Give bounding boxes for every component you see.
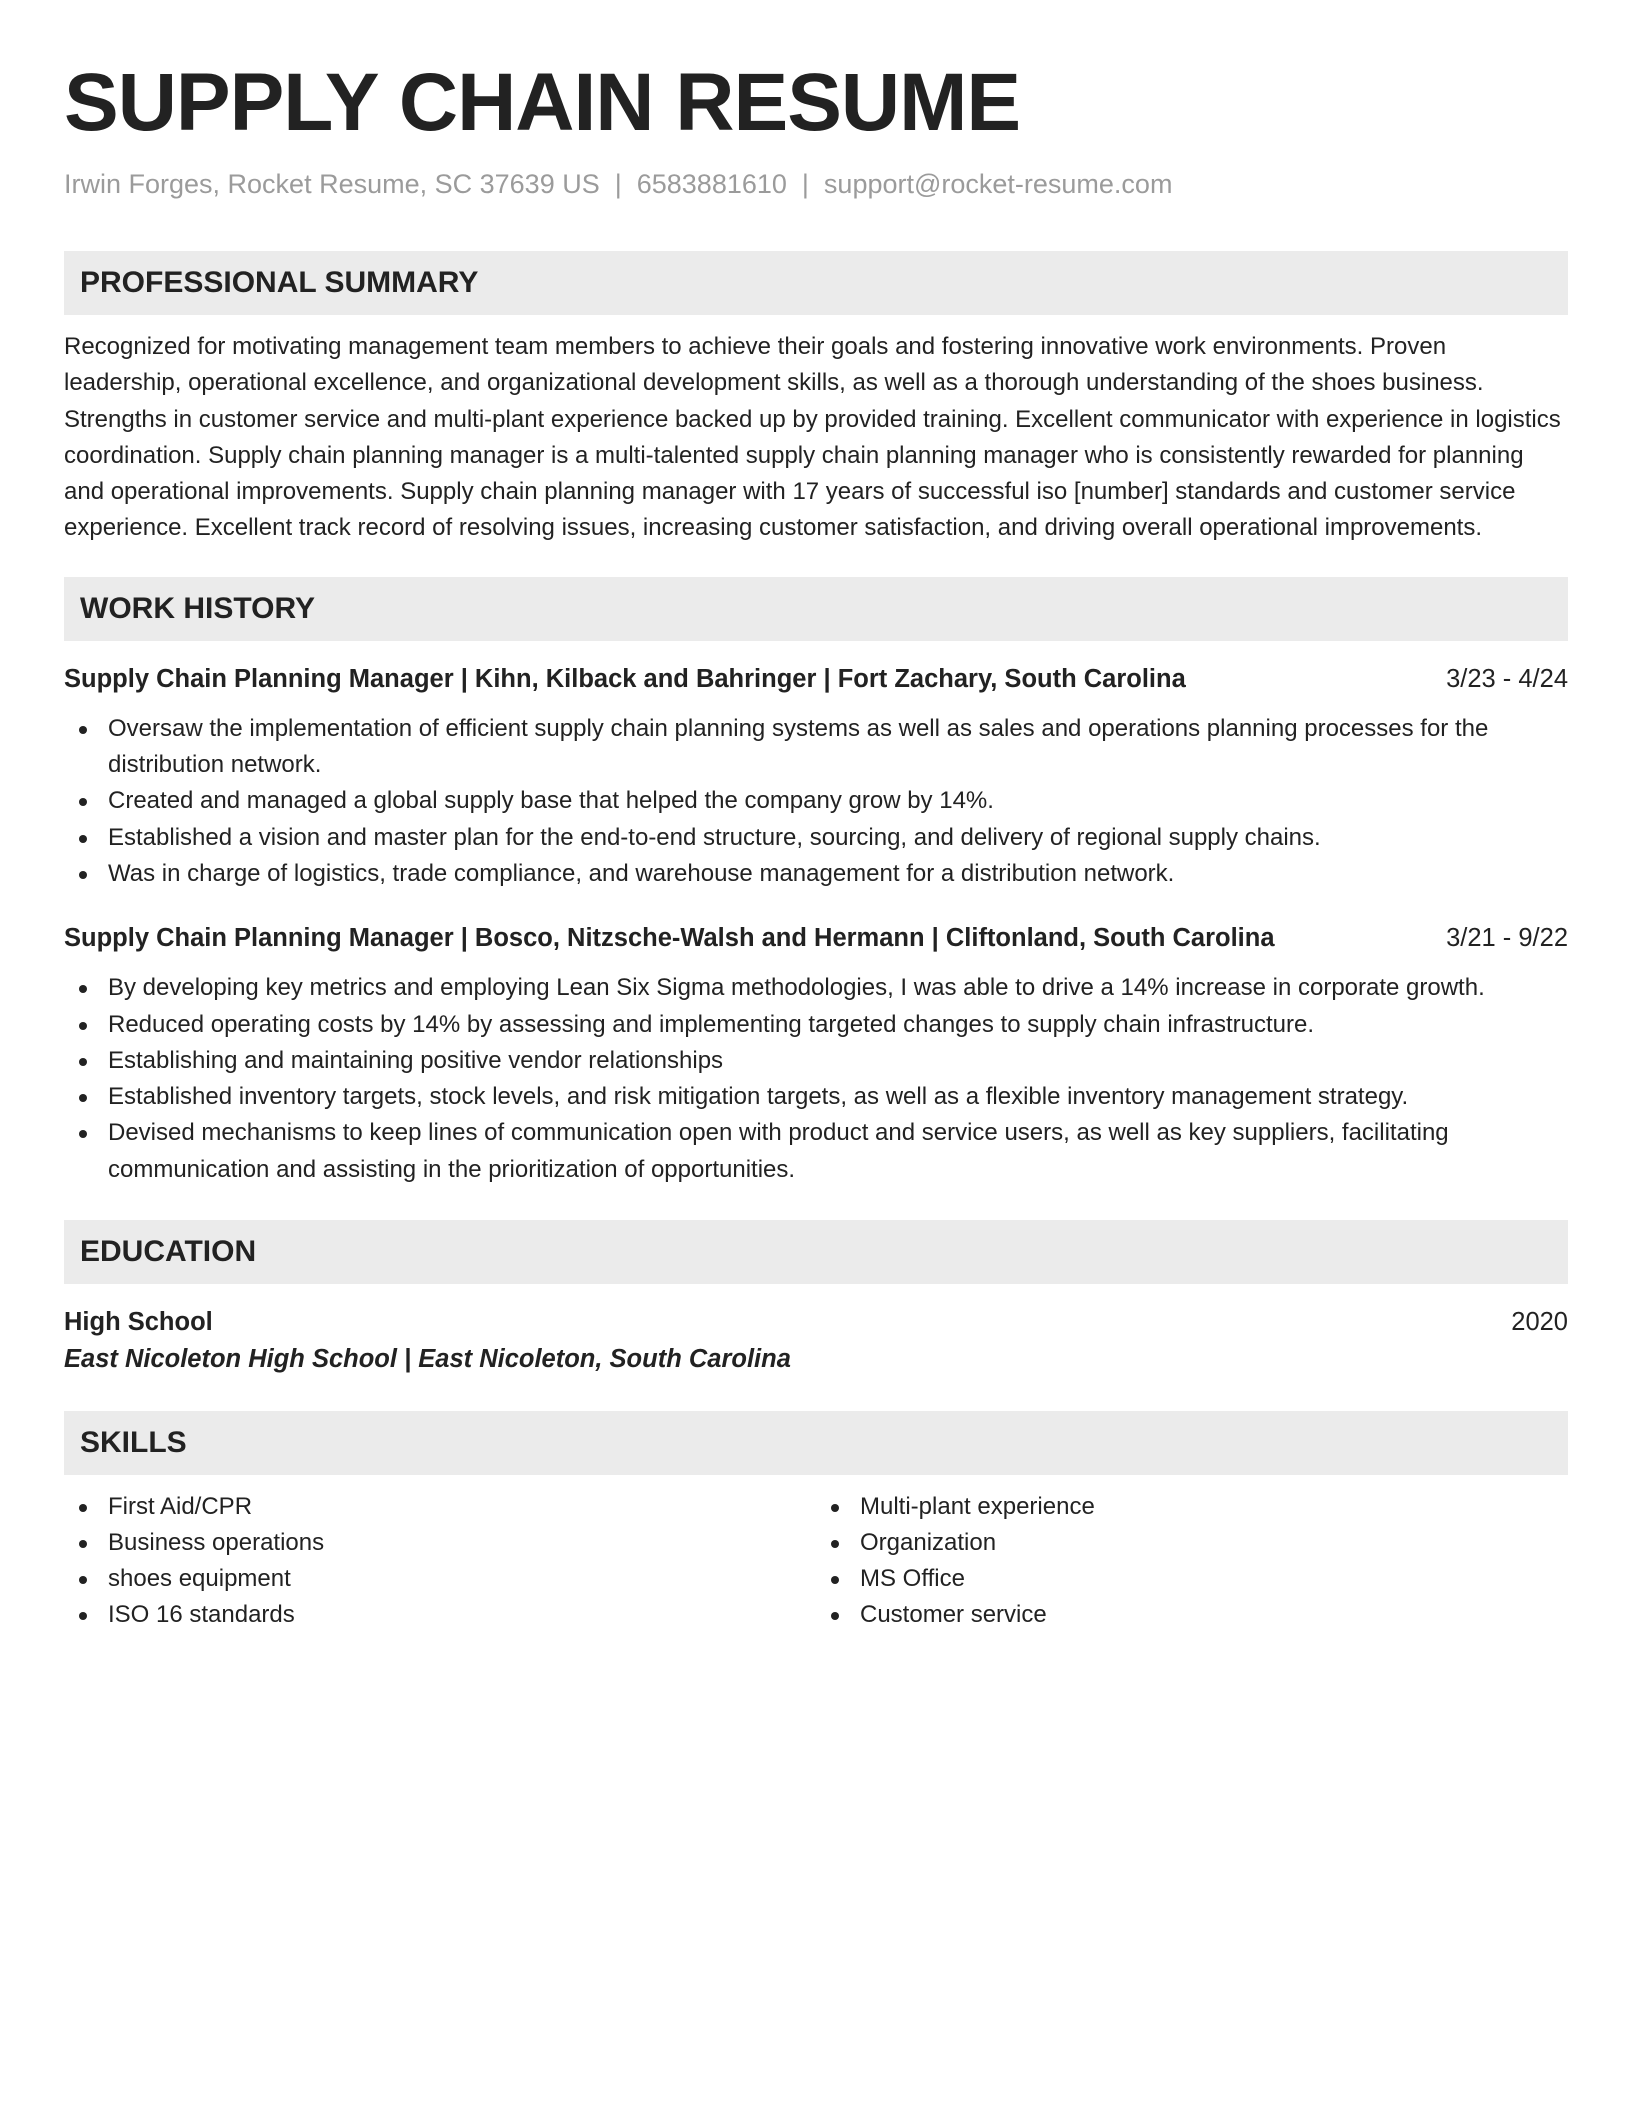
job-title: Supply Chain Planning Manager | Kihn, Kilback and Bahringer | Fort Zachary, South Carolina [64, 664, 1186, 693]
job-dates: 3/23 - 4/24 [1446, 664, 1568, 693]
job-bullet: Reduced operating costs by 14% by assessing and implementing targeted changes to supply chain infrastructure. [64, 1007, 1568, 1043]
job-bullet: Oversaw the implementation of efficient supply chain planning systems as well as sales and operations planning processes for the distribution network. [64, 711, 1568, 784]
education-school: East Nicoleton High School | East Nicoleton, South Carolina [64, 1345, 791, 1374]
job-bullet-list [64, 970, 1568, 1188]
contact-email: support@rocket-resume.com [823, 169, 1173, 199]
contact-phone: 6583881610 [636, 169, 787, 199]
job-bullet: By developing key metrics and employing Lean Six Sigma methodologies, I was able to drive a 14% increase in corporate growth. [64, 970, 1568, 1006]
education-year: 2020 [1511, 1308, 1568, 1337]
job-header [64, 661, 1568, 697]
job-bullet: Was in charge of logistics, trade compliance, and warehouse management for a distribution network. [64, 856, 1568, 892]
section-heading-summary: PROFESSIONAL SUMMARY [64, 251, 1568, 315]
skills-columns [64, 1489, 1568, 1633]
skill-item: Multi-plant experience [816, 1489, 1568, 1525]
resume-title: SUPPLY CHAIN RESUME [64, 57, 1021, 148]
job-entry [64, 661, 1568, 892]
job-bullet-list [64, 711, 1568, 892]
skill-item: Organization [816, 1525, 1568, 1561]
contact-address: Irwin Forges, Rocket Resume, SC 37639 US [64, 169, 600, 199]
job-header [64, 920, 1568, 956]
job-bullet: Established inventory targets, stock levels, and risk mitigation targets, as well as a flexible inventory management strategy. [64, 1079, 1568, 1115]
section-heading-education: EDUCATION [64, 1220, 1568, 1284]
contact-line [64, 166, 1568, 202]
section-heading-work-history: WORK HISTORY [64, 577, 1568, 641]
section-heading-skills: SKILLS [64, 1411, 1568, 1475]
education-degree: High School [64, 1308, 213, 1337]
job-title: Supply Chain Planning Manager | Bosco, Nitzsche-Walsh and Hermann | Cliftonland, South Carolina [64, 924, 1275, 953]
skills-list-right [816, 1489, 1568, 1633]
skill-item: Business operations [64, 1525, 816, 1561]
skill-item: MS Office [816, 1561, 1568, 1597]
job-dates: 3/21 - 9/22 [1446, 924, 1568, 953]
skill-item: First Aid/CPR [64, 1489, 816, 1525]
education-header [64, 1304, 1568, 1340]
job-bullet: Created and managed a global supply base that helped the company grow by 14%. [64, 783, 1568, 819]
job-bullet: Establishing and maintaining positive vendor relationships [64, 1043, 1568, 1079]
contact-separator: | [801, 169, 809, 199]
contact-separator: | [614, 169, 622, 199]
summary-text: Recognized for motivating management team members to achieve their goals and fostering innovative work environments. Proven leadership, operational excellence, and organizational development skills, as well as a thorough understanding of the shoes business. Strengths in customer service and multi-plant experience backed up by provided training. Excellent communicator with experience in logistics coordination. Supply chain planning manager is a multi-talented supply chain planning manager who is consistently rewarded for planning and operational improvements. Supply chain planning manager with 17 years of successful iso [number] standards and customer service experience. Excellent track record of resolving issues, increasing customer satisfaction, and driving overall operational improvements. [64, 333, 1561, 542]
job-bullet: Devised mechanisms to keep lines of communication open with product and service users, as well as key suppliers, facilitating communication and assisting in the prioritization of opportunities. [64, 1115, 1568, 1188]
skill-item: ISO 16 standards [64, 1597, 816, 1633]
skill-item: shoes equipment [64, 1561, 816, 1597]
skills-list-left [64, 1489, 816, 1633]
job-entry [64, 920, 1568, 1188]
skill-item: Customer service [816, 1597, 1568, 1633]
job-bullet: Established a vision and master plan for the end-to-end structure, sourcing, and delivery of regional supply chains. [64, 820, 1568, 856]
